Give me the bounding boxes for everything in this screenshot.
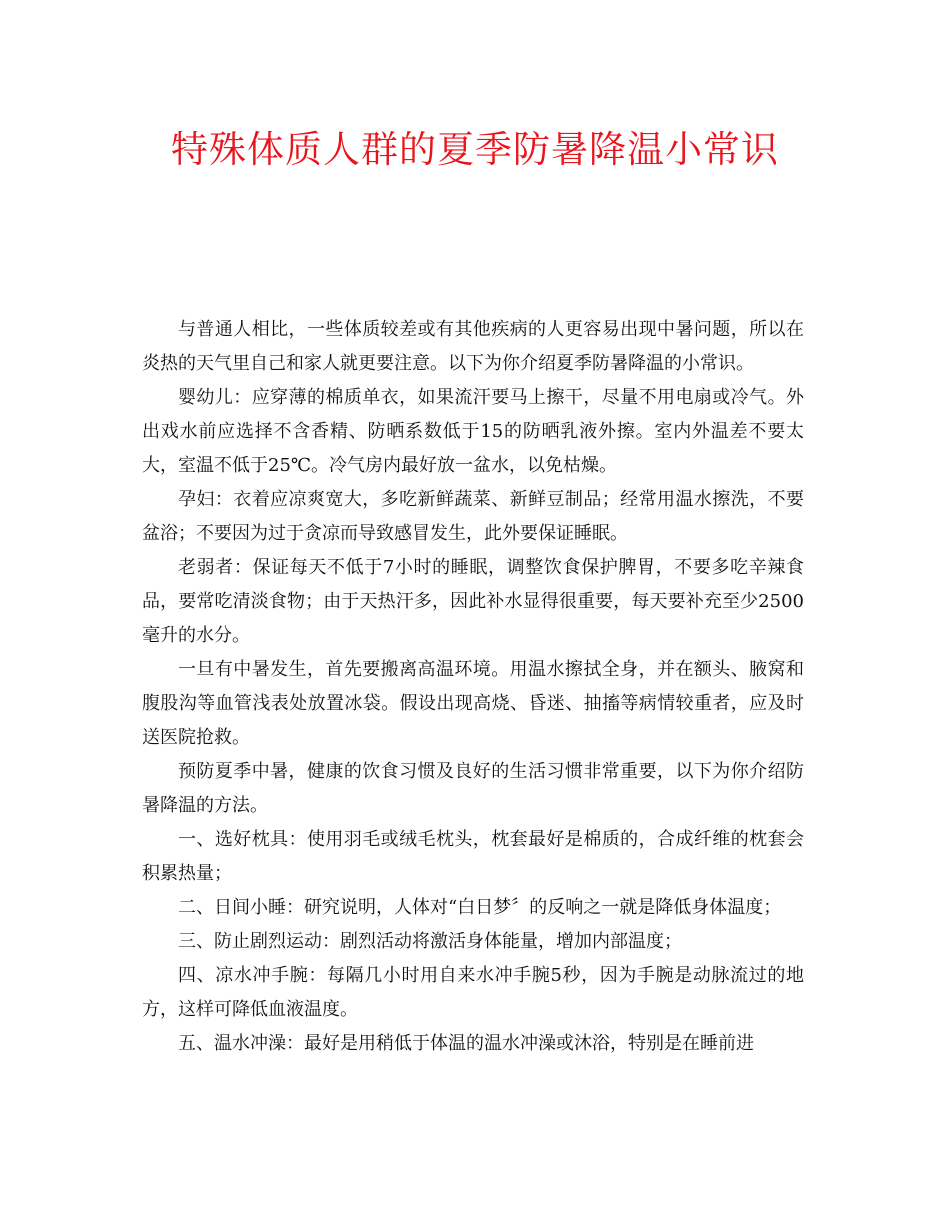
paragraph-prevention: 预防夏季中暑，健康的饮食习惯及良好的生活习惯非常重要，以下为你介绍防暑降温的方法。 (142, 761, 804, 816)
list-item-exercise: 三、防止剧烈运动：剧烈活动将激活身体能量，增加内部温度； (178, 931, 682, 952)
paragraph-elderly: 老弱者：保证每天不低于7小时的睡眠，调整饮食保护脾胃，不要多吃辛辣食品，要常吃清淡食物；由于天热汗多，因此补水显得很重要，每天要补充至少2500毫升的水分。 (142, 557, 804, 646)
list-item-shower: 五、温水冲澡：最好是用稍低于体温的温水冲澡或沐浴，特别是在睡前进 (178, 1033, 754, 1054)
document-body (142, 313, 804, 1061)
paragraph-infants: 婴幼儿：应穿薄的棉质单衣，如果流汗要马上擦干，尽量不用电扇或冷气。外出戏水前应选择不含香精、防晒系数低于15的防晒乳液外擦。室内外温差不要太大，室温不低于25℃。冷气房内最好放一盆水，以免枯燥。 (142, 387, 804, 476)
paragraph-first-aid: 一旦有中暑发生，首先要搬离高温环境。用温水擦拭全身，并在额头、腋窝和腹股沟等血管浅表处放置冰袋。假设出现高烧、昏迷、抽搐等病情较重者，应及时送医院抢救。 (142, 659, 804, 748)
document-title: 特殊体质人群的夏季防暑降温小常识 (171, 128, 779, 171)
list-item-wrist: 四、凉水冲手腕：每隔几小时用自来水冲手腕5秒，因为手腕是动脉流过的地方，这样可降低血液温度。 (142, 965, 804, 1020)
paragraph-intro: 与普通人相比，一些体质较差或有其他疾病的人更容易出现中暑问题，所以在炎热的天气里自己和家人就更要注意。以下为你介绍夏季防暑降温的小常识。 (142, 319, 804, 374)
paragraph-pregnant: 孕妇：衣着应凉爽宽大，多吃新鲜蔬菜、新鲜豆制品；经常用温水擦洗，不要盆浴；不要因为过于贪凉而导致感冒发生，此外要保证睡眠。 (142, 489, 804, 544)
list-item-pillow: 一、选好枕具：使用羽毛或绒毛枕头，枕套最好是棉质的，合成纤维的枕套会积累热量； (142, 829, 804, 884)
list-item-nap: 二、日间小睡：研究说明，人体对“白日梦〞的反响之一就是降低身体温度； (178, 897, 782, 918)
